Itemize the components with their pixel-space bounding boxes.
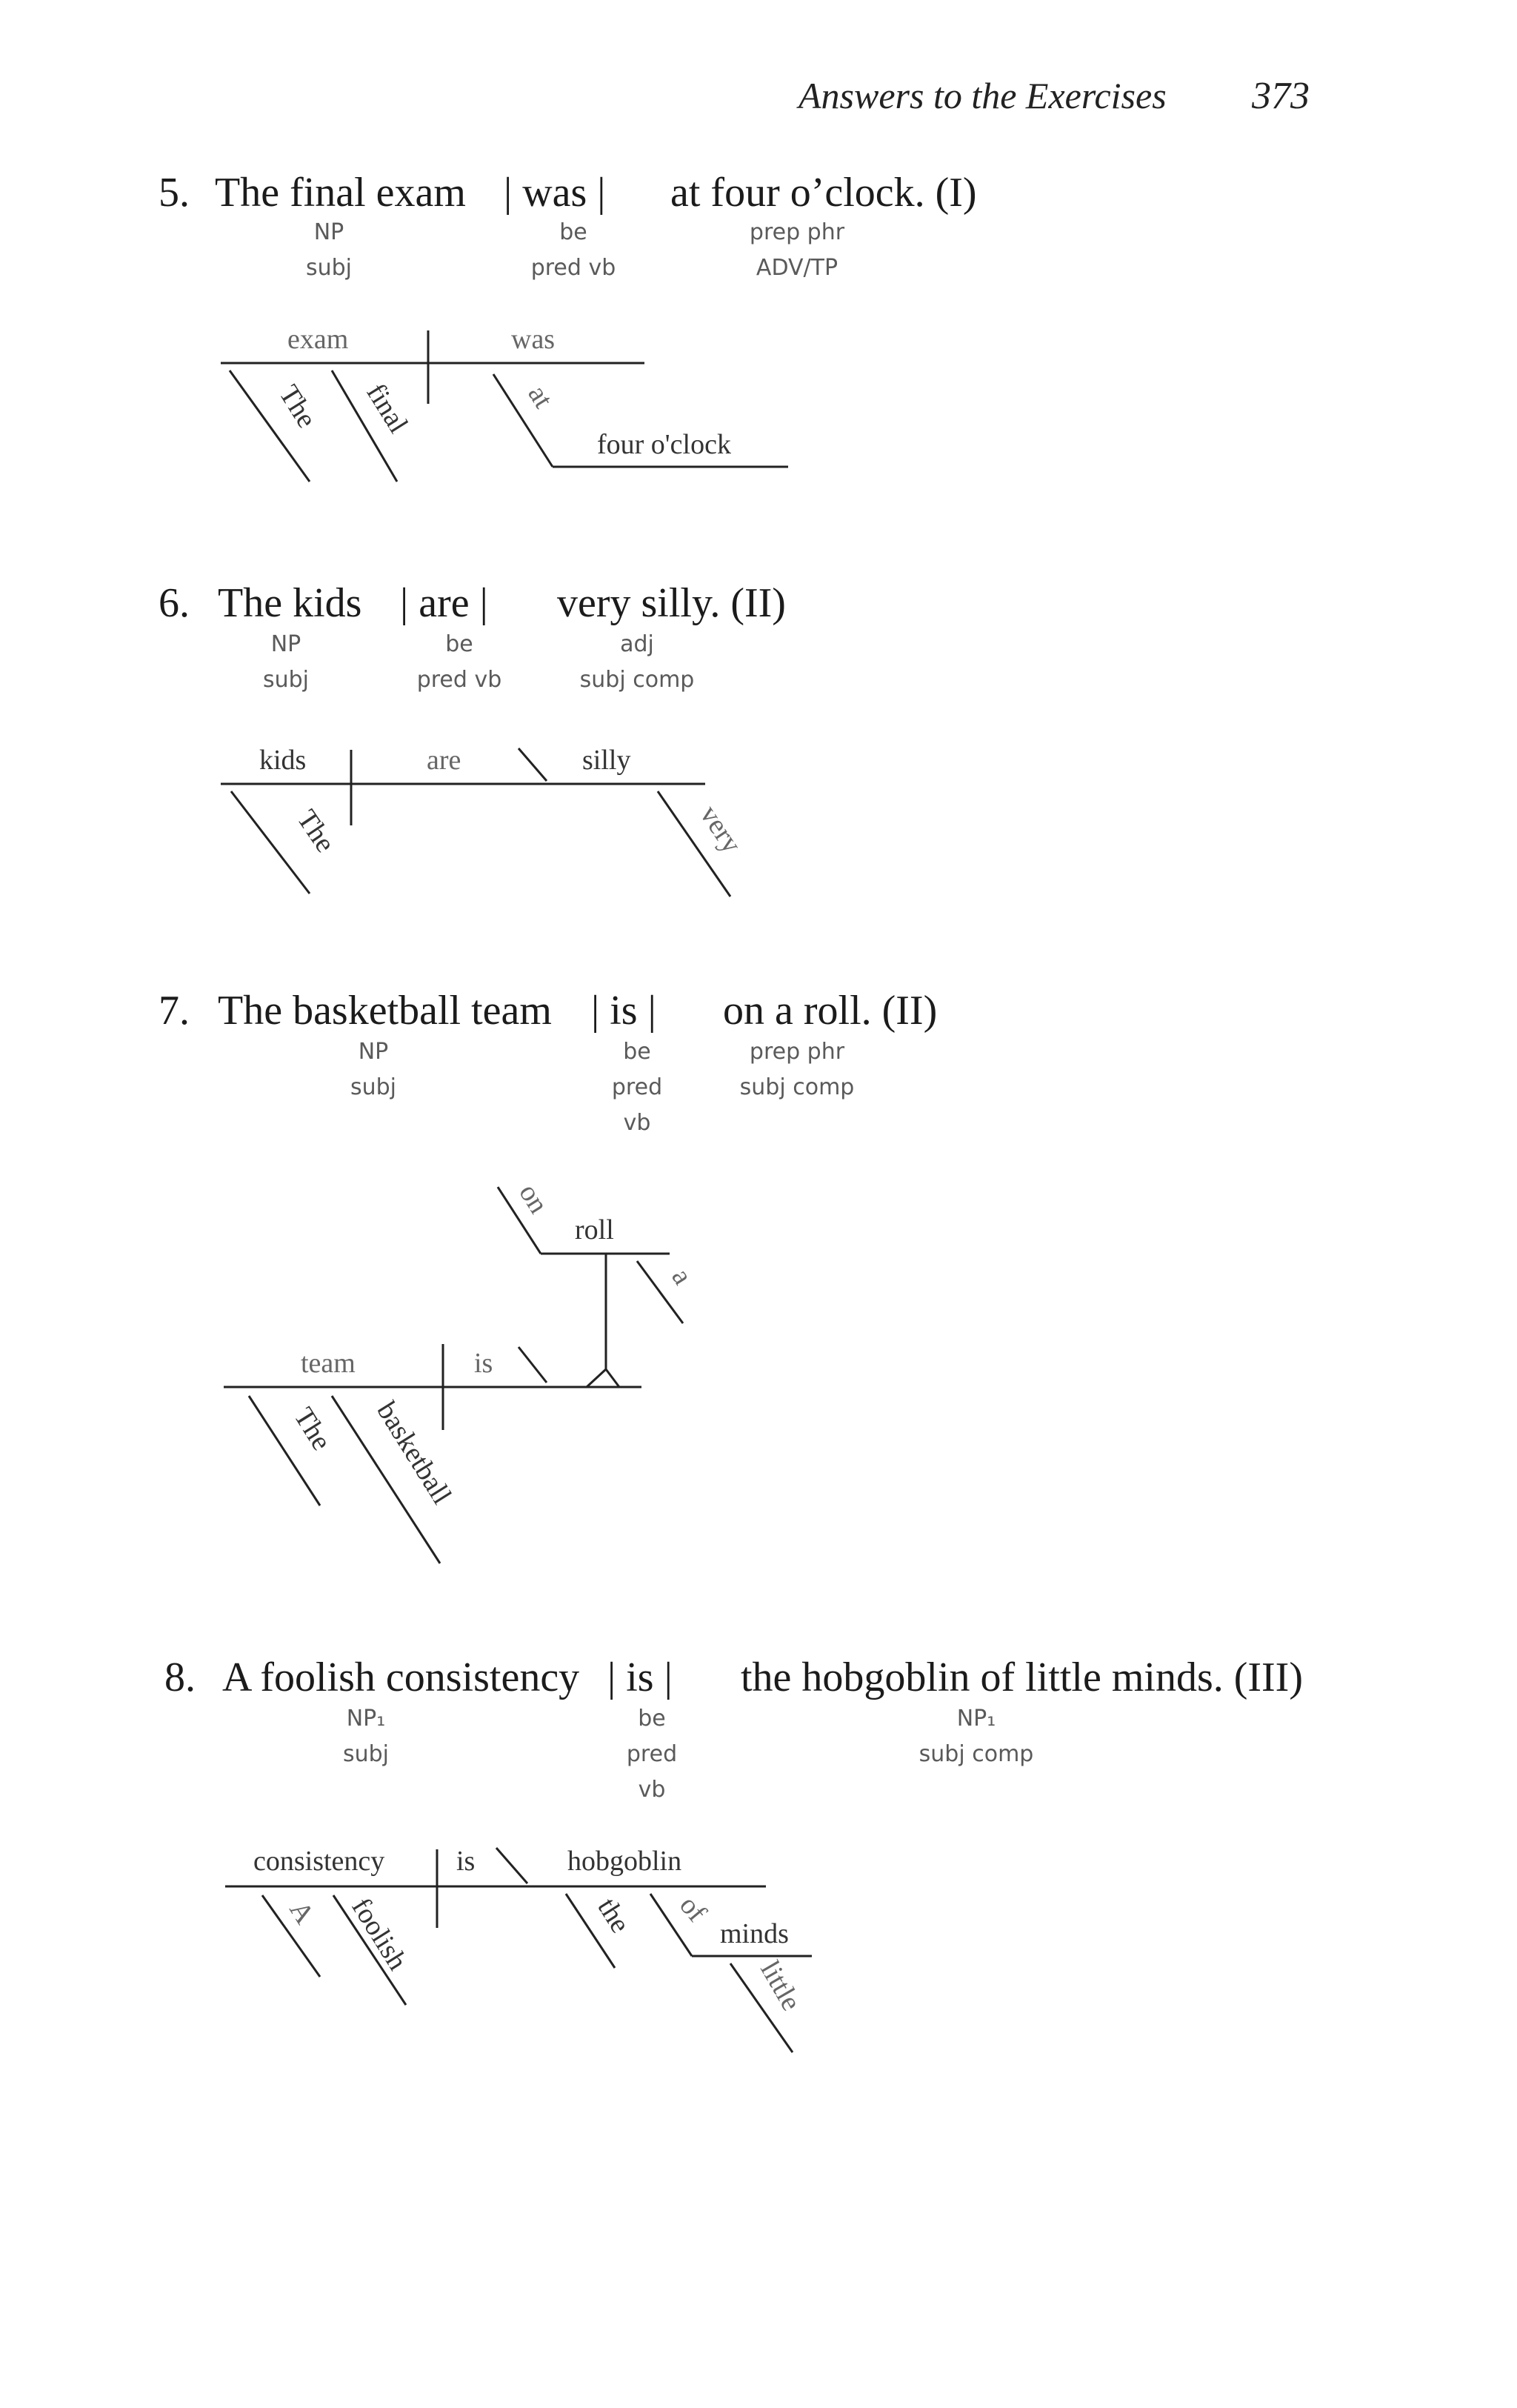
exercise-8-part-rest: the hobgoblin of little minds. (III) (741, 1654, 1303, 1700)
modifier-word: very (693, 799, 748, 859)
modifier-word: A (283, 1895, 321, 1930)
object-word: four o'clock (597, 429, 731, 460)
running-header: Answers to the Exercises (798, 75, 1167, 116)
verb-word: is (456, 1846, 476, 1877)
exercise-7-label: subj comp (739, 1074, 855, 1100)
exercise-5-part-subject: The final exam (215, 170, 466, 216)
preposition-word: on (513, 1178, 555, 1219)
modifier-word: foolish (345, 1892, 413, 1976)
object-modifier-word: a (665, 1263, 699, 1291)
modifier-word: basketball (370, 1396, 458, 1510)
exercise-8-label: NP₁ (956, 1706, 996, 1732)
exercise-6-number: 6. (159, 580, 190, 626)
exercise-7-label: be (623, 1039, 651, 1065)
object-modifier-word: little (754, 1955, 807, 2016)
exercise-5-label: pred vb (530, 255, 616, 281)
exercise-8-number: 8. (164, 1654, 196, 1700)
exercise-8-part-subject: A foolish consistency (222, 1654, 580, 1700)
exercise-5-label: ADV/TP (756, 255, 838, 281)
exercise-7-label: vb (623, 1110, 651, 1136)
exercise-8-label: subj comp (918, 1741, 1034, 1767)
exercise-7-part-subject: The basketball team (218, 988, 552, 1034)
complement-slash (496, 1848, 527, 1883)
subject-word: consistency (253, 1846, 385, 1877)
exercise-7-label: pred (611, 1074, 663, 1100)
exercise-6-part-rest: very silly. (II) (557, 580, 786, 626)
exercise-8-label: be (638, 1706, 666, 1732)
modifier-word: The (290, 804, 341, 859)
subject-word: kids (259, 745, 307, 776)
exercise-5-label: subj (305, 255, 353, 281)
exercise-5-part-verb: | was | (504, 170, 606, 216)
page-number: 373 (1252, 75, 1310, 117)
exercise-6-label: subj (262, 667, 310, 693)
object-word: roll (575, 1214, 614, 1245)
complement-word: hobgoblin (567, 1846, 682, 1877)
exercise-8-label: vb (638, 1777, 666, 1803)
exercise-7-label: subj (350, 1074, 397, 1100)
exercise-6-label: be (445, 631, 473, 657)
subject-word: team (301, 1348, 356, 1379)
verb-word: was (511, 324, 556, 355)
complement-modifier-word: the (591, 1892, 636, 1939)
exercise-7-label: NP (358, 1039, 389, 1065)
exercise-8-label: subj (342, 1741, 390, 1767)
preposition-word: at (521, 379, 559, 414)
exercise-5-number: 5. (159, 170, 190, 216)
verb-word: are (427, 745, 461, 776)
exercise-7-number: 7. (159, 988, 190, 1034)
modifier-word: The (273, 379, 323, 433)
verb-word: is (474, 1348, 493, 1379)
object-word: minds (720, 1918, 789, 1949)
exercise-7-part-verb: | is | (591, 988, 656, 1034)
exercise-7-label: prep phr (749, 1039, 845, 1065)
modifier-word: final (360, 378, 414, 439)
exercise-6-part-verb: | are | (400, 580, 488, 626)
exercise-5-part-rest: at four o’clock. (I) (670, 170, 977, 216)
exercise-6-label: subj comp (579, 667, 695, 693)
exercise-8-label: pred (626, 1741, 678, 1767)
exercise-8-label: NP₁ (346, 1706, 386, 1732)
exercise-6-label: NP (270, 631, 301, 657)
exercise-7-part-rest: on a roll. (II) (723, 988, 938, 1034)
exercise-5-label: NP (313, 219, 344, 245)
exercise-5-label: prep phr (749, 219, 845, 245)
exercise-6-part-subject: The kids (218, 580, 362, 626)
modifier-word: The (287, 1402, 338, 1456)
exercise-6-label: pred vb (416, 667, 502, 693)
exercise-8-part-verb: | is | (607, 1654, 673, 1700)
exercise-6-label: adj (620, 631, 654, 657)
complement-word: silly (582, 745, 631, 776)
exercise-5-label: be (559, 219, 587, 245)
preposition-word: of (673, 1889, 713, 1929)
subject-word: exam (287, 324, 349, 355)
